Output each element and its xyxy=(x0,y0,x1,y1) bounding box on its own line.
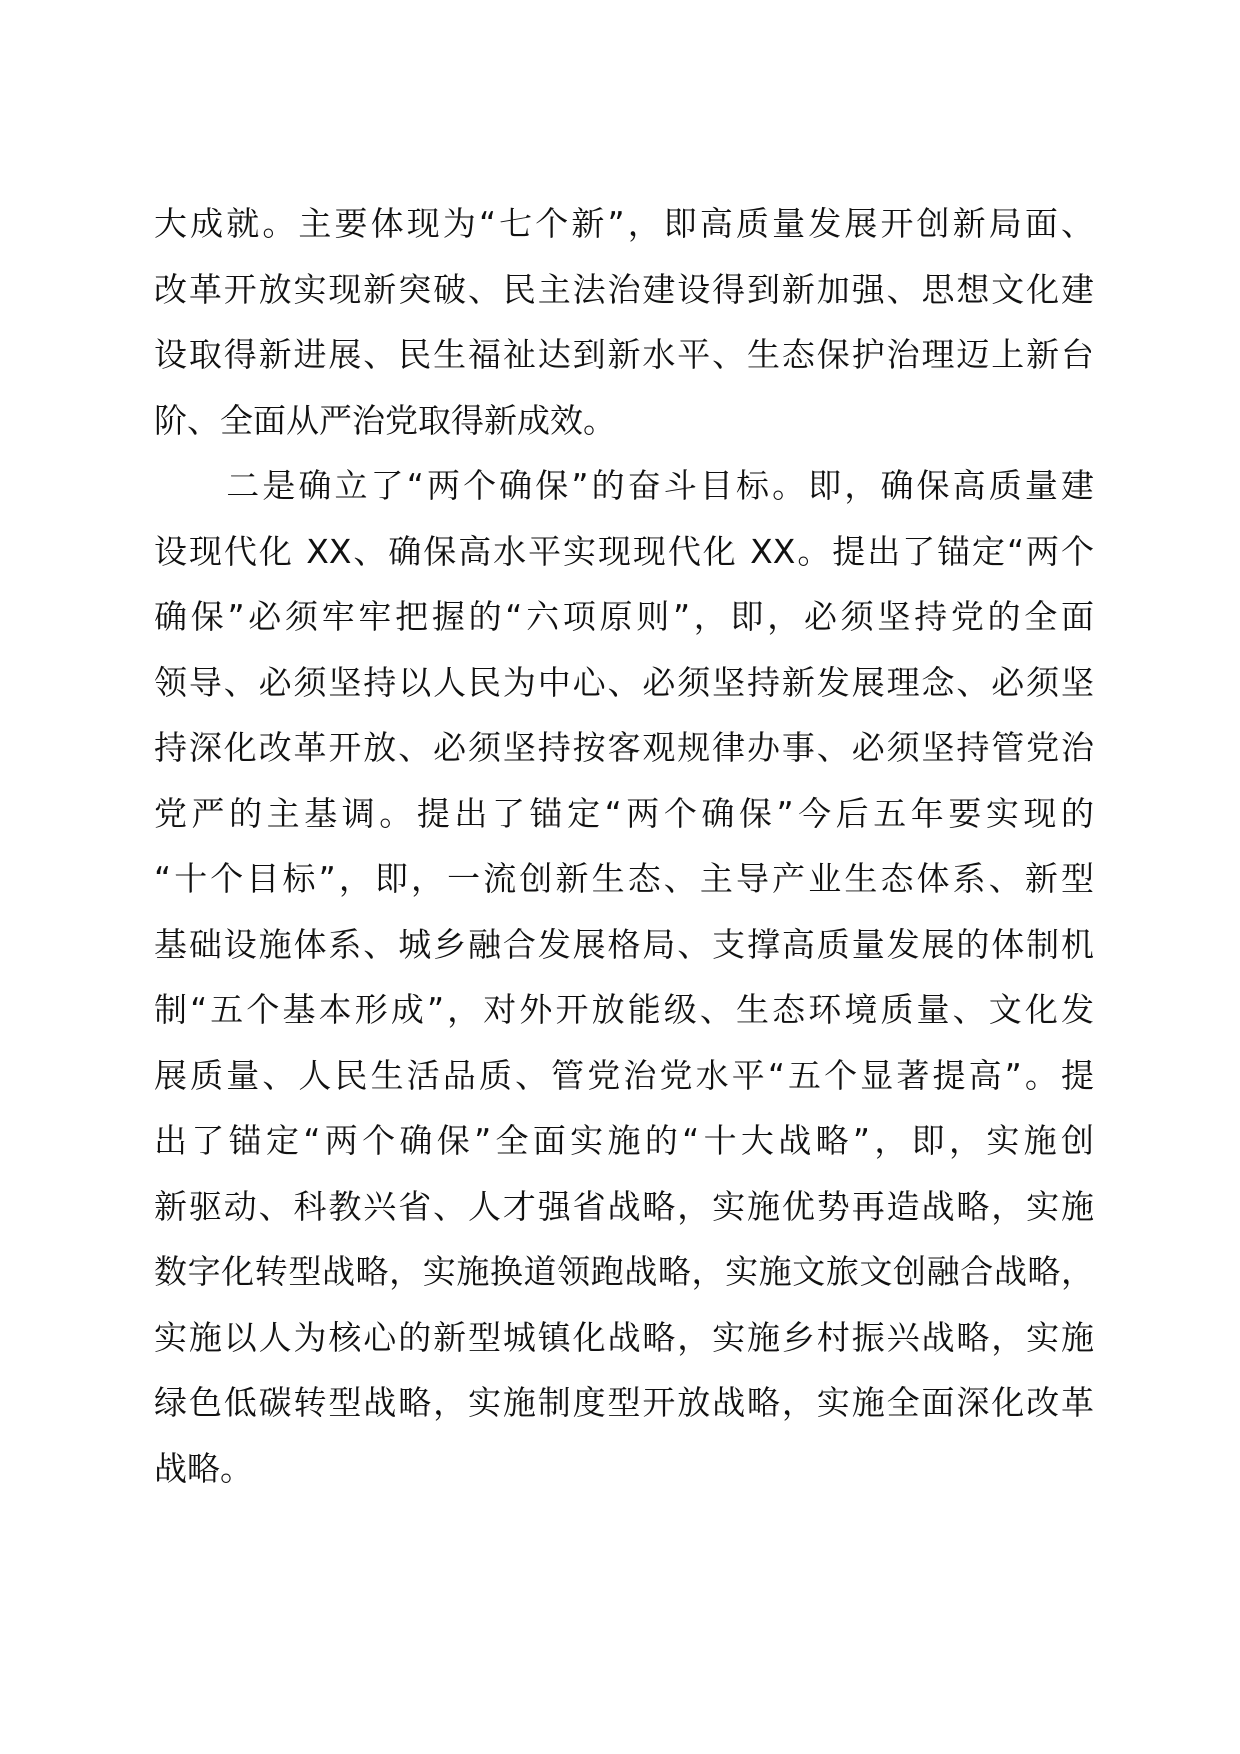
paragraph-line: 出了锚定“两个确保”全面实施的“十大战略”，即，实施创 xyxy=(154,1121,1094,1160)
paragraph-line: 制“五个基本形成”，对外开放能级、生态环境质量、文化发 xyxy=(154,990,1094,1029)
paragraph-line: 设取得新进展、民生福祉达到新水平、生态保护治理迈上新台 xyxy=(154,335,1094,374)
paragraph-line: 绿色低碳转型战略，实施制度型开放战略，实施全面深化改革 xyxy=(154,1383,1094,1422)
paragraph-line: 二是确立了“两个确保”的奋斗目标。即，确保高质量建 xyxy=(154,466,1094,505)
paragraph-line: 大成就。主要体现为“七个新”，即高质量发展开创新局面、 xyxy=(154,204,1094,243)
paragraph-line: 持深化改革开放、必须坚持按客观规律办事、必须坚持管党治 xyxy=(154,728,1094,767)
paragraph-line: 阶、全面从严治党取得新成效。 xyxy=(154,400,616,440)
paragraph-line: 战略。 xyxy=(154,1448,253,1488)
paragraph-line: 基础设施体系、城乡融合发展格局、支撑高质量发展的体制机 xyxy=(154,924,1094,964)
paragraph-1 xyxy=(154,191,1094,453)
paragraph-line: 展质量、人民生活品质、管党治党水平“五个显著提高”。提 xyxy=(154,1055,1094,1095)
paragraph-2 xyxy=(154,453,1094,1501)
paragraph-line: 确保”必须牢牢把握的“六项原则”，即，必须坚持党的全面 xyxy=(154,597,1094,636)
paragraph-line: 改革开放实现新突破、民主法治建设得到新加强、思想文化建 xyxy=(154,269,1094,309)
paragraph-line: “十个目标”，即，一流创新生态、主导产业生态体系、新型 xyxy=(154,859,1094,898)
document-body xyxy=(154,191,1094,1501)
paragraph-line: 实施以人为核心的新型城镇化战略，实施乡村振兴战略，实施 xyxy=(154,1317,1094,1357)
paragraph-line: 新驱动、科教兴省、人才强省战略，实施优势再造战略，实施 xyxy=(154,1186,1094,1226)
paragraph-line: 数字化转型战略，实施换道领跑战略，实施文旅文创融合战略， xyxy=(154,1252,1094,1291)
paragraph-line: 领导、必须坚持以人民为中心、必须坚持新发展理念、必须坚 xyxy=(154,662,1094,702)
paragraph-line: 党严的主基调。提出了锚定“两个确保”今后五年要实现的 xyxy=(154,793,1094,833)
paragraph-line: 设现代化 XX、确保高水平实现现代化 XX。提出了锚定“两个 xyxy=(154,531,1094,571)
